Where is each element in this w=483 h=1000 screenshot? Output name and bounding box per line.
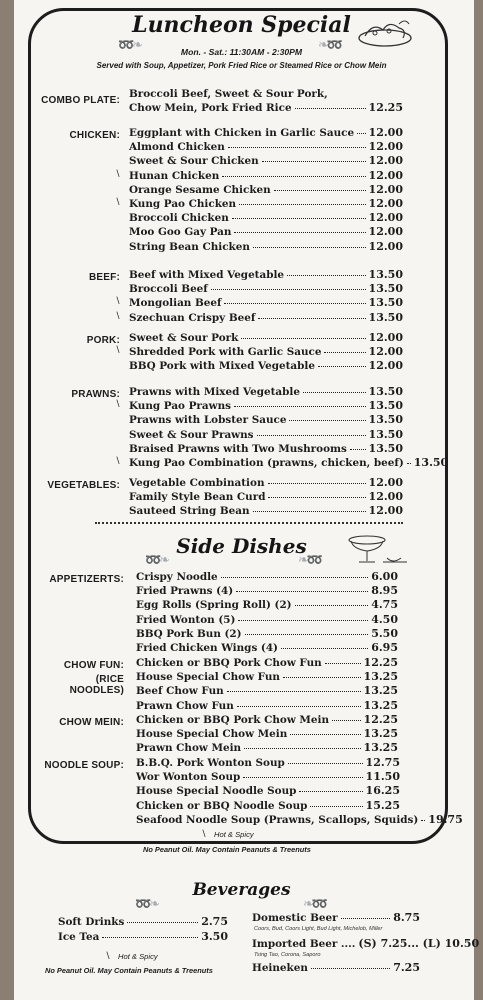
scroll-ornament-icon: ❧➿ bbox=[303, 897, 327, 912]
menu-item-name: Vegetable Combination bbox=[129, 477, 265, 489]
menu-item-price: 12.25 bbox=[363, 713, 398, 726]
menu-item-price: 13.50 bbox=[413, 456, 449, 469]
dot-leader bbox=[234, 232, 365, 233]
menu-item-row bbox=[136, 756, 400, 770]
menu-item-row bbox=[129, 169, 403, 183]
menu-item-name: Broccoli Beef bbox=[129, 283, 208, 296]
menu-item-row bbox=[129, 211, 403, 225]
dot-leader bbox=[241, 338, 365, 339]
dot-leader bbox=[268, 497, 365, 498]
menu-item-row bbox=[136, 784, 400, 798]
hot-spicy-legend: Hot & Spicy bbox=[214, 830, 254, 839]
menu-item-row bbox=[129, 504, 403, 518]
dot-leader bbox=[290, 734, 360, 735]
menu-item-name: House Special Chow Fun bbox=[136, 671, 280, 684]
menu-item-name: Prawn Chow Mein bbox=[136, 742, 242, 755]
menu-item-name: Sweet & Sour Prawns bbox=[129, 428, 254, 441]
menu-item-name: Prawn Chow Fun bbox=[136, 699, 234, 712]
beverage-name: Soft Drinks bbox=[58, 916, 125, 928]
menu-item-row bbox=[136, 799, 400, 813]
side-dishes-title: Side Dishes bbox=[176, 534, 307, 558]
menu-item-row bbox=[129, 399, 403, 413]
dot-leader bbox=[421, 820, 425, 821]
menu-item-row bbox=[136, 670, 398, 684]
menu-item-row bbox=[129, 154, 403, 168]
menu-item-price: 12.00 bbox=[368, 490, 403, 504]
menu-item-price: 13.25 bbox=[363, 670, 398, 684]
hours-text: Mon. - Sat.: 11:30AM - 2:30PM bbox=[180, 47, 303, 57]
menu-item-price: 13.25 bbox=[363, 727, 398, 741]
menu-item-name: Egg Rolls (Spring Roll) (2) bbox=[136, 599, 292, 612]
menu-item-price: 12.00 bbox=[368, 182, 403, 196]
dot-leader bbox=[232, 218, 366, 219]
dot-leader bbox=[224, 303, 365, 304]
menu-item-name: Chicken or BBQ Pork Chow Mein bbox=[136, 714, 330, 726]
menu-item-name: BBQ Pork Bun (2) bbox=[136, 627, 242, 640]
chili-pepper-icon: ∕ bbox=[200, 829, 209, 839]
combo-line-1: Broccoli Beef, Sweet & Sour Pork, bbox=[129, 88, 328, 100]
menu-item-name: BBQ Pork with Mixed Vegetable bbox=[129, 360, 315, 373]
menu-item-price: 12.25 bbox=[363, 656, 398, 669]
dot-leader bbox=[288, 763, 363, 764]
scroll-ornament-icon: ➿❧ bbox=[135, 897, 159, 912]
beverage-price: (S) 7.25... (L) 10.50 bbox=[358, 937, 480, 950]
dot-leader bbox=[324, 352, 365, 353]
menu-item-name: Seafood Noodle Soup (Prawns, Scallops, Squids) bbox=[136, 813, 419, 826]
hot-spicy-legend: Hot & Spicy bbox=[118, 952, 158, 961]
menu-item-name: Sweet & Sour Chicken bbox=[129, 155, 259, 168]
rice-noodles-label: (RICE NOODLES) bbox=[69, 674, 124, 696]
dot-leader bbox=[281, 648, 368, 649]
menu-item-row bbox=[136, 699, 398, 713]
menu-item-row bbox=[129, 126, 403, 140]
menu-item-row bbox=[136, 812, 463, 827]
dot-leader bbox=[236, 591, 368, 592]
beverage-price: 7.25 bbox=[393, 961, 420, 974]
menu-item-name: Chicken or BBQ Noodle Soup bbox=[136, 799, 308, 812]
dot-leader bbox=[227, 691, 361, 692]
menu-item-price: 12.75 bbox=[365, 756, 400, 769]
beverage-name: Ice Tea bbox=[58, 931, 100, 943]
beef-label: BEEF: bbox=[89, 272, 120, 283]
dot-leader bbox=[262, 161, 366, 162]
menu-item-price: 12.00 bbox=[368, 359, 403, 373]
menu-item-name: Orange Sesame Chicken bbox=[129, 183, 271, 196]
menu-item-price: 12.00 bbox=[368, 211, 403, 225]
menu-item-row bbox=[129, 413, 403, 427]
menu-item-name: House Special Chow Mein bbox=[136, 728, 288, 741]
menu-item-name: String Bean Chicken bbox=[129, 240, 250, 253]
dot-leader bbox=[228, 147, 366, 148]
dot-leader bbox=[407, 463, 411, 464]
chili-pepper-icon: ∕ bbox=[114, 399, 123, 410]
menu-item-price: 13.50 bbox=[368, 268, 403, 281]
beverage-row bbox=[58, 915, 228, 929]
menu-item-price: 12.00 bbox=[368, 168, 403, 182]
menu-item-row bbox=[129, 311, 403, 325]
prawns-label: PRAWNS: bbox=[71, 389, 120, 400]
chili-pepper-icon: ∕ bbox=[114, 345, 123, 356]
menu-item-name: Prawns with Mixed Vegetable bbox=[129, 386, 300, 398]
dot-leader bbox=[222, 176, 365, 177]
beverage-name: Imported Beer .... bbox=[252, 938, 356, 950]
domestic-brands: Coors, Bud, Coors Light, Bud Light, Michelob, Miller bbox=[254, 926, 383, 932]
menu-item-row bbox=[129, 359, 403, 373]
menu-item-price: 6.95 bbox=[371, 641, 398, 654]
menu-item-price: 12.00 bbox=[368, 345, 403, 359]
menu-item-row bbox=[129, 331, 403, 345]
menu-item-row bbox=[129, 490, 403, 504]
dot-leader bbox=[283, 677, 361, 678]
imported-brands: Tsing Tao, Corona, Saporo bbox=[254, 952, 321, 958]
dot-leader bbox=[295, 605, 369, 606]
chili-pepper-icon: ∕ bbox=[114, 197, 123, 207]
menu-item-row bbox=[136, 598, 398, 612]
menu-item-price: 19.75 bbox=[428, 812, 463, 826]
dot-leader bbox=[299, 791, 362, 792]
luncheon-title: Luncheon Special bbox=[132, 12, 351, 38]
dot-leader bbox=[238, 620, 368, 621]
vegetables-label: VEGETABLES: bbox=[47, 480, 120, 491]
menu-item-price: 12.00 bbox=[368, 154, 403, 168]
menu-item-row bbox=[136, 656, 398, 670]
teapot-cups-illustration-icon bbox=[345, 532, 409, 568]
menu-item-name: B.B.Q. Pork Wonton Soup bbox=[136, 757, 285, 769]
dot-leader bbox=[258, 318, 365, 319]
menu-item-price: 12.00 bbox=[368, 225, 403, 239]
dot-leader bbox=[211, 289, 366, 290]
menu-item-name: Sweet & Sour Pork bbox=[129, 332, 239, 344]
menu-item-price: 13.50 bbox=[368, 413, 403, 427]
combo-plate-label: COMBO PLATE: bbox=[41, 95, 120, 106]
menu-item-price: 12.00 bbox=[368, 239, 403, 253]
menu-item-row bbox=[129, 268, 403, 282]
menu-item-price: 6.00 bbox=[371, 570, 398, 583]
dot-leader bbox=[357, 133, 365, 134]
menu-item-name: Kung Pao Prawns bbox=[129, 400, 231, 413]
menu-item-name: Chow Mein, Pork Fried Rice bbox=[129, 102, 292, 114]
menu-item-name: Chicken or BBQ Pork Chow Fun bbox=[136, 657, 322, 669]
menu-item-row bbox=[129, 456, 449, 470]
beverage-row bbox=[252, 961, 420, 975]
menu-item-name: Moo Goo Gay Pan bbox=[129, 226, 232, 239]
menu-item-row bbox=[136, 627, 398, 641]
beverage-name: Heineken bbox=[252, 962, 308, 974]
menu-item-price: 12.00 bbox=[368, 140, 403, 154]
menu-item-price: 13.25 bbox=[363, 698, 398, 712]
menu-item-row bbox=[129, 197, 403, 211]
menu-item-price: 13.25 bbox=[363, 684, 398, 698]
menu-item-name: Kung Pao Chicken bbox=[129, 198, 237, 210]
menu-item-name: Beef with Mixed Vegetable bbox=[129, 269, 285, 281]
menu-item-row bbox=[136, 770, 400, 784]
beverage-name: Domestic Beer bbox=[252, 912, 338, 924]
dot-leader bbox=[245, 634, 369, 635]
dot-leader bbox=[318, 366, 366, 367]
beverage-price: 3.50 bbox=[201, 930, 228, 943]
section-divider bbox=[95, 522, 403, 524]
dot-leader bbox=[287, 275, 366, 276]
menu-item-price: 13.50 bbox=[368, 427, 403, 441]
menu-item-price: 13.50 bbox=[368, 385, 403, 398]
menu-item-price: 4.75 bbox=[371, 598, 398, 612]
chili-pepper-icon: ∕ bbox=[114, 296, 123, 307]
beverage-row bbox=[58, 930, 228, 944]
menu-item-price: 5.50 bbox=[371, 626, 398, 640]
menu-item-name: Shredded Pork with Garlic Sauce bbox=[129, 346, 322, 359]
dot-leader bbox=[350, 449, 366, 450]
menu-item-name: Eggplant with Chicken in Garlic Sauce bbox=[129, 127, 355, 139]
dot-leader bbox=[237, 706, 361, 707]
menu-item-price: 12.00 bbox=[368, 504, 403, 518]
menu-item-name: Almond Chicken bbox=[129, 141, 225, 154]
beverage-row bbox=[252, 911, 420, 925]
menu-item-price: 4.50 bbox=[371, 612, 398, 626]
pork-label: PORK: bbox=[86, 335, 120, 346]
peanut-notice: No Peanut Oil. May Contain Peanuts & Treenuts bbox=[45, 966, 213, 975]
menu-item-name: Hunan Chicken bbox=[129, 169, 220, 182]
menu-item-price: 12.00 bbox=[368, 126, 403, 139]
menu-item-row bbox=[129, 225, 403, 239]
menu-item-name: Fried Prawns (4) bbox=[136, 585, 234, 598]
menu-item-price: 8.95 bbox=[371, 584, 398, 598]
menu-item-price: 12.00 bbox=[368, 197, 403, 210]
dot-leader bbox=[332, 720, 361, 721]
dot-leader bbox=[244, 748, 360, 749]
dot-leader bbox=[303, 392, 366, 393]
menu-item-name: Beef Chow Fun bbox=[136, 685, 224, 698]
chili-pepper-icon: ∕ bbox=[114, 456, 123, 466]
noodle-soup-label: NOODLE SOUP: bbox=[44, 760, 124, 771]
menu-item-price: 13.50 bbox=[368, 282, 403, 296]
menu-item-row bbox=[129, 476, 403, 490]
scroll-ornament-icon: ➿❧ bbox=[145, 553, 169, 568]
dot-leader bbox=[257, 435, 366, 436]
menu-item-name: Szechuan Crispy Beef bbox=[129, 311, 256, 324]
menu-item-price: 13.50 bbox=[368, 296, 403, 310]
menu-item-name: Fried Chicken Wings (4) bbox=[136, 642, 278, 654]
beverage-row bbox=[252, 937, 480, 951]
chili-pepper-icon: ∕ bbox=[114, 310, 123, 321]
menu-item-row bbox=[129, 282, 403, 296]
dot-leader bbox=[274, 190, 366, 191]
menu-item-price: 12.00 bbox=[368, 331, 403, 344]
menu-item-price: 13.50 bbox=[368, 310, 403, 324]
dot-leader bbox=[253, 247, 366, 248]
menu-item-row bbox=[136, 727, 398, 741]
chow-mein-label: CHOW MEIN: bbox=[59, 717, 124, 728]
menu-item-row bbox=[136, 584, 398, 598]
menu-item-name: Sauteed String Bean bbox=[129, 505, 250, 518]
chicken-label: CHICKEN: bbox=[69, 130, 120, 141]
menu-item-row bbox=[136, 570, 398, 584]
menu-item-price: 13.50 bbox=[368, 399, 403, 413]
combo-plate-row bbox=[129, 101, 403, 115]
menu-item-price: 12.00 bbox=[368, 476, 403, 489]
dot-leader bbox=[221, 577, 369, 578]
menu-item-name: Braised Prawns with Two Mushrooms bbox=[129, 442, 347, 455]
menu-item-row bbox=[129, 385, 403, 399]
food-plate-illustration-icon bbox=[355, 14, 413, 48]
beverages-title: Beverages bbox=[192, 880, 291, 900]
menu-item-row bbox=[136, 641, 398, 655]
beverage-price: 2.75 bbox=[201, 915, 228, 928]
scroll-ornament-icon: ❧➿ bbox=[318, 38, 342, 53]
dot-leader bbox=[234, 406, 366, 407]
menu-item-name: Crispy Noodle bbox=[136, 571, 218, 583]
dot-leader bbox=[253, 511, 366, 512]
menu-item-price: 15.25 bbox=[365, 798, 400, 812]
beverage-price: 8.75 bbox=[393, 911, 420, 924]
menu-item-name: Broccoli Chicken bbox=[129, 212, 229, 225]
menu-item-row bbox=[136, 684, 398, 698]
menu-item-row bbox=[136, 713, 398, 727]
dot-leader bbox=[310, 806, 362, 807]
menu-item-price: 11.50 bbox=[365, 770, 400, 784]
scroll-ornament-icon: ❧➿ bbox=[298, 553, 322, 568]
menu-item-name: Family Style Bean Curd bbox=[129, 491, 266, 504]
menu-item-row bbox=[136, 613, 398, 627]
menu-item-name: Prawns with Lobster Sauce bbox=[129, 414, 287, 427]
menu-item-price: 13.25 bbox=[363, 741, 398, 755]
menu-item-name: Fried Wonton (5) bbox=[136, 613, 236, 626]
menu-item-row bbox=[129, 296, 403, 310]
menu-item-name: Mongolian Beef bbox=[129, 297, 222, 310]
dot-leader bbox=[325, 663, 361, 664]
peanut-notice: No Peanut Oil. May Contain Peanuts & Treenuts bbox=[143, 845, 311, 854]
menu-item-row bbox=[129, 442, 403, 456]
menu-item-name: Kung Pao Combination (prawns, chicken, beef) bbox=[129, 457, 404, 469]
menu-item-price: 16.25 bbox=[365, 784, 400, 798]
appetizers-label: APPETIZERTS: bbox=[49, 574, 124, 585]
menu-item-row bbox=[129, 345, 403, 359]
menu-item-row bbox=[129, 140, 403, 154]
menu-item-price: 12.25 bbox=[368, 101, 403, 114]
dot-leader bbox=[243, 777, 362, 778]
menu-item-row bbox=[129, 183, 403, 197]
menu-item-row bbox=[129, 240, 403, 254]
dot-leader bbox=[239, 204, 365, 205]
dot-leader bbox=[289, 420, 365, 421]
menu-item-name: Wor Wonton Soup bbox=[136, 771, 241, 784]
menu-item-price: 13.50 bbox=[368, 441, 403, 455]
scroll-ornament-icon: ➿❧ bbox=[118, 38, 142, 53]
served-with-text: Served with Soup, Appetizer, Pork Fried Rice or Steamed Rice or Chow Mein bbox=[96, 61, 387, 70]
menu-item-row bbox=[129, 428, 403, 442]
dot-leader bbox=[268, 483, 366, 484]
menu-item-row bbox=[136, 741, 398, 755]
chili-pepper-icon: ∕ bbox=[114, 168, 123, 179]
chow-fun-label: CHOW FUN: bbox=[63, 660, 124, 671]
menu-item-name: House Special Noodle Soup bbox=[136, 785, 297, 798]
chili-pepper-icon: ∕ bbox=[104, 951, 113, 961]
